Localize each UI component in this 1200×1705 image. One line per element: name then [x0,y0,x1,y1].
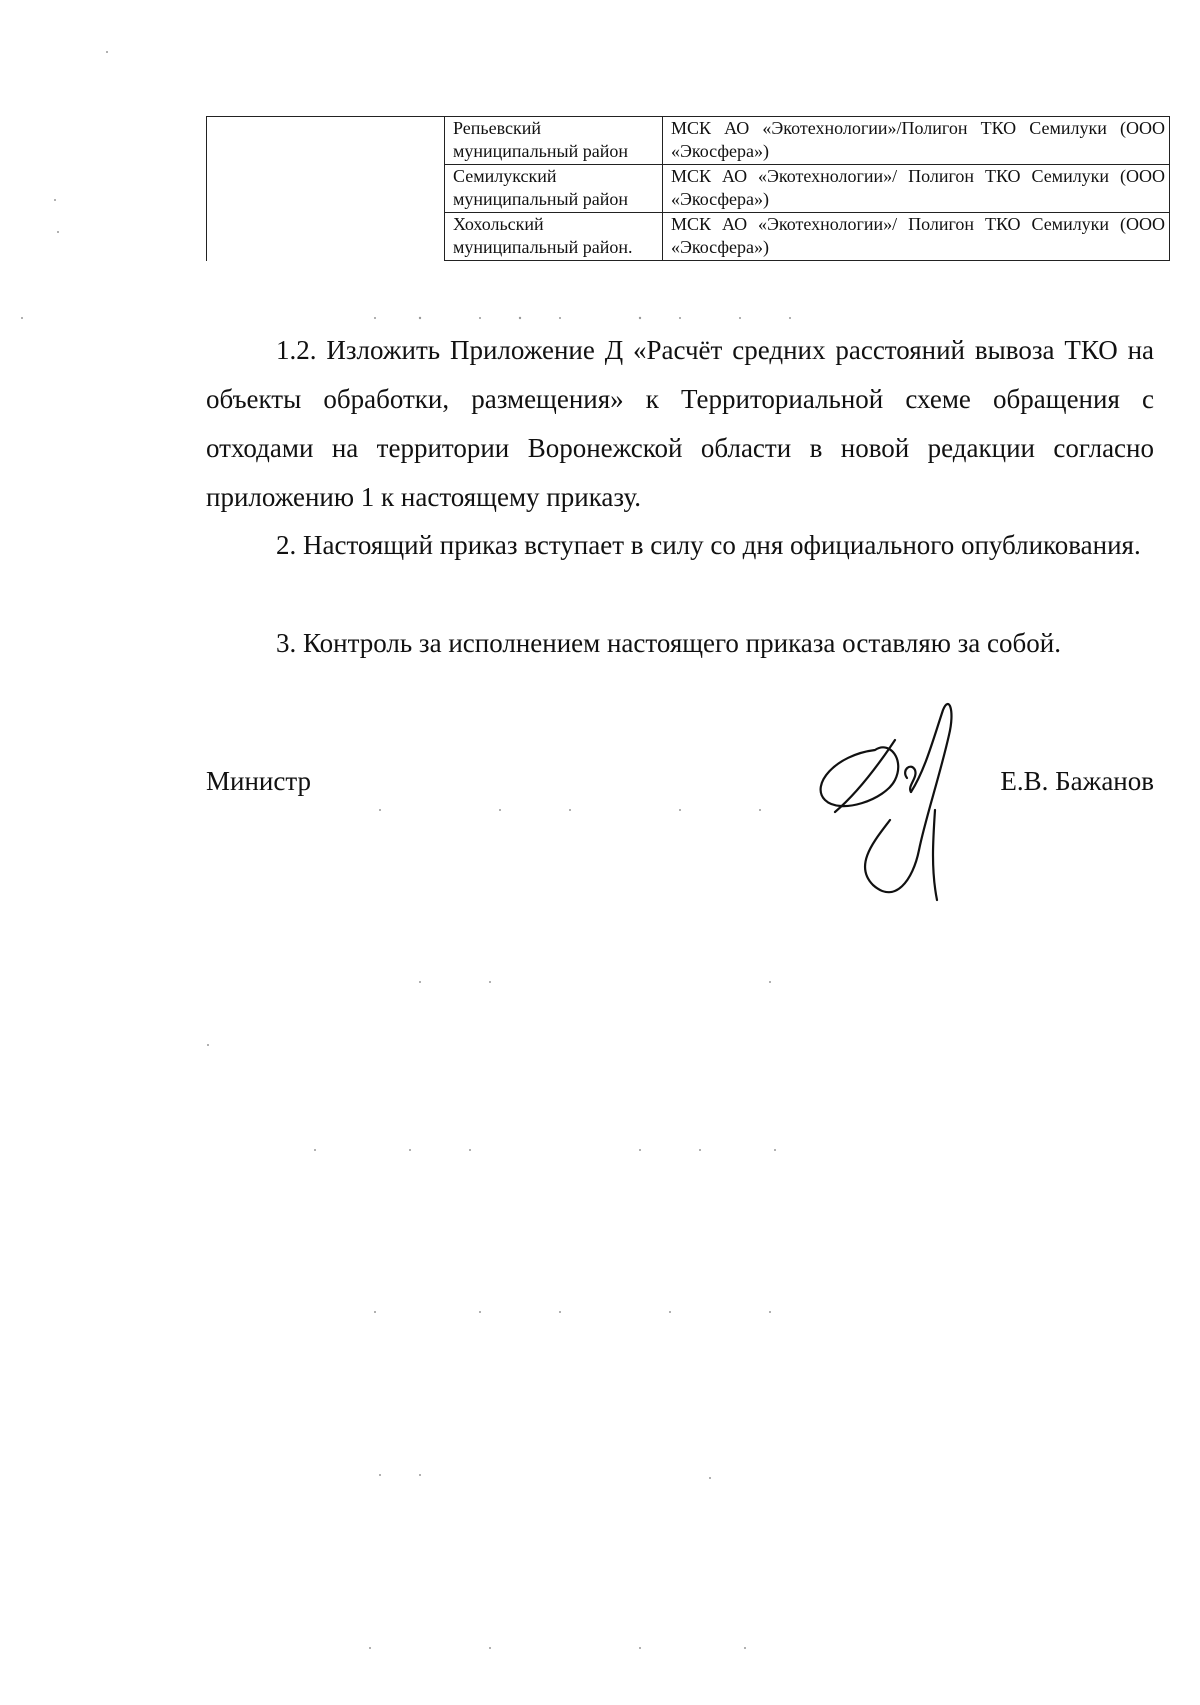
district-cell: Семилукский муниципальный район [445,165,663,213]
waste-routes-table [206,116,1170,261]
handwritten-signature [815,700,995,910]
paragraph-2: 2. Настоящий приказ вступает в силу со дня официального опубликования. [276,530,1141,560]
operator-cell: МСК АО «Экотехнологии»/ Полигон ТКО Семилуки (ООО «Экосфера») [663,165,1170,213]
signatory-role: Министр [206,766,311,796]
operator-cell: МСК АО «Экотехнологии»/ Полигон ТКО Семилуки (ООО «Экосфера») [663,213,1170,261]
table-row [207,117,1170,165]
paragraph-3: 3. Контроль за исполнением настоящего приказа оставляю за собой. [276,628,1061,658]
signatory-name: Е.В. Бажанов [1000,766,1154,796]
district-cell: Репьевский муниципальный район [445,117,663,165]
district-cell: Хохольский муниципальный район. [445,213,663,261]
paragraph-1-2: 1.2. Изложить Приложение Д «Расчёт средних расстояний вывоза ТКО на объекты обработки, размещения» к Территориальной схеме обращения с отходами на территории Воронежской области в новой редакции согласно приложению 1 к настоящему приказу. [206,335,1154,512]
operator-cell: МСК АО «Экотехнологии»/Полигон ТКО Семилуки (ООО «Экосфера») [663,117,1170,165]
table-empty-cell [207,117,445,261]
